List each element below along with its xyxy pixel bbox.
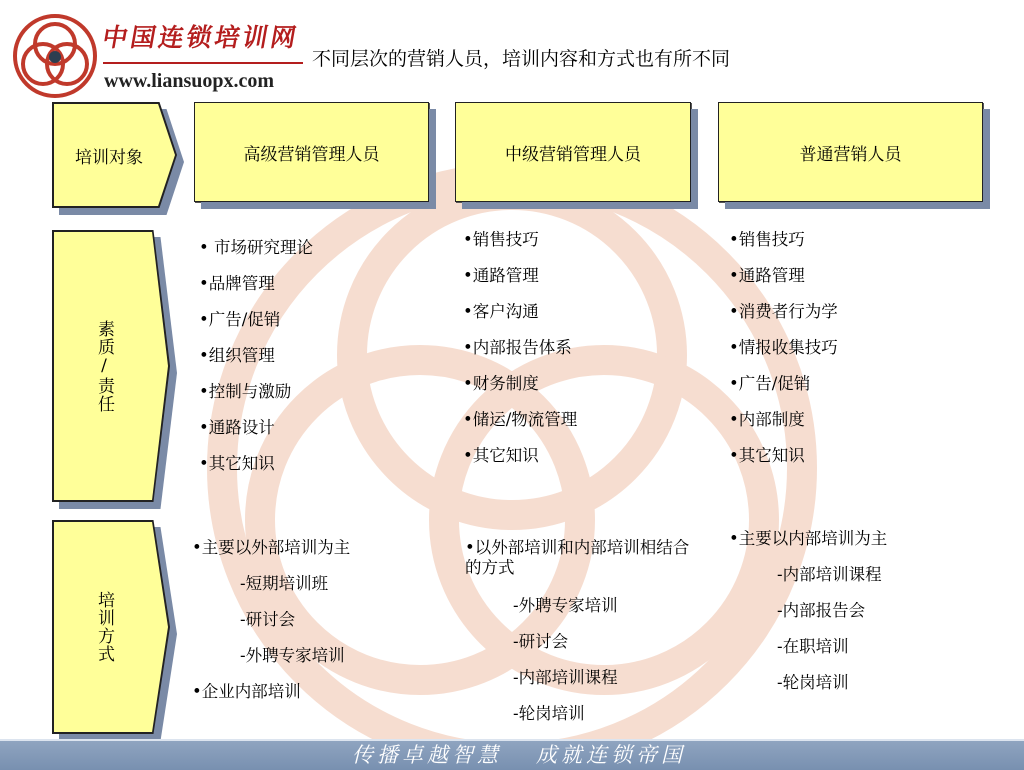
method-list-senior (192, 538, 350, 718)
header-senior: 高级营销管理人员 (194, 102, 429, 202)
list-item: •控制与激励 (199, 382, 292, 401)
list-item: •通路管理 (463, 266, 539, 285)
logo-name: 中国连锁培训网 (100, 23, 302, 52)
list-item: •情报收集技巧 (729, 338, 838, 357)
header-general: 普通营销人员 (718, 102, 983, 202)
list-item: •其它知识 (199, 454, 275, 473)
list-item: -外聘专家培训 (240, 646, 345, 665)
logo-emblem-icon (10, 12, 100, 98)
method-label (54, 522, 154, 732)
list-item: •内部报告体系 (463, 338, 572, 357)
list-item: •品牌管理 (199, 274, 275, 293)
footer-slogan (352, 741, 686, 770)
list-item: •主要以内部培训为主 (729, 529, 888, 548)
list-item: -内部培训课程 (513, 668, 618, 687)
list-item: -轮岗培训 (777, 673, 849, 692)
list-item: •销售技巧 (463, 230, 539, 249)
list-item: •通路设计 (199, 418, 275, 437)
list-item: •客户沟通 (463, 302, 539, 321)
quality-list-general (729, 230, 838, 482)
list-item: •其它知识 (463, 446, 539, 465)
list-item: •企业内部培训 (192, 682, 301, 701)
logo-divider (103, 62, 303, 64)
page-title: 不同层次的营销人员，培训内容和方式也有所不同 (312, 48, 731, 70)
header-middle: 中级营销管理人员 (455, 102, 691, 202)
list-item: -短期培训班 (240, 574, 329, 593)
logo-url: www.liansuopx.com (104, 70, 275, 92)
list-item: -外聘专家培训 (513, 596, 618, 615)
footer-slogan-left: 传播卓越智慧 (352, 743, 502, 767)
list-item: •主要以外部培训为主 (192, 538, 351, 557)
list-item: -研讨会 (513, 632, 569, 651)
list-item: •销售技巧 (729, 230, 805, 249)
list-item: -在职培训 (777, 637, 849, 656)
method-label-text: 培训方式 (94, 591, 114, 663)
list-item: •储运/物流管理 (463, 410, 578, 429)
quality-list-senior (199, 238, 313, 490)
list-item: •其它知识 (729, 446, 805, 465)
method-list-general (729, 529, 887, 709)
target-label: 培训对象 (75, 147, 143, 168)
list-item: • 市场研究理论 (199, 238, 313, 257)
quality-label (54, 232, 154, 500)
quality-list-middle (463, 230, 577, 482)
list-item: •广告/促销 (729, 374, 811, 393)
list-item: •以外部培训和内部培训相结合的方式 (465, 538, 690, 577)
list-item: •通路管理 (729, 266, 805, 285)
method-list-middle (465, 538, 705, 740)
list-item: -轮岗培训 (513, 704, 585, 723)
footer-slogan-right: 成就连锁帝国 (536, 743, 686, 767)
list-item: -研讨会 (240, 610, 296, 629)
quality-label-text: 素质/责任 (94, 319, 114, 413)
list-item: •组织管理 (199, 346, 275, 365)
list-item: •消费者行为学 (729, 302, 838, 321)
footer-bar (0, 739, 1024, 770)
list-item: -内部报告会 (777, 601, 866, 620)
list-item: •财务制度 (463, 374, 539, 393)
list-item: •内部制度 (729, 410, 805, 429)
list-item: •广告/促销 (199, 310, 281, 329)
list-item: -内部培训课程 (777, 565, 882, 584)
